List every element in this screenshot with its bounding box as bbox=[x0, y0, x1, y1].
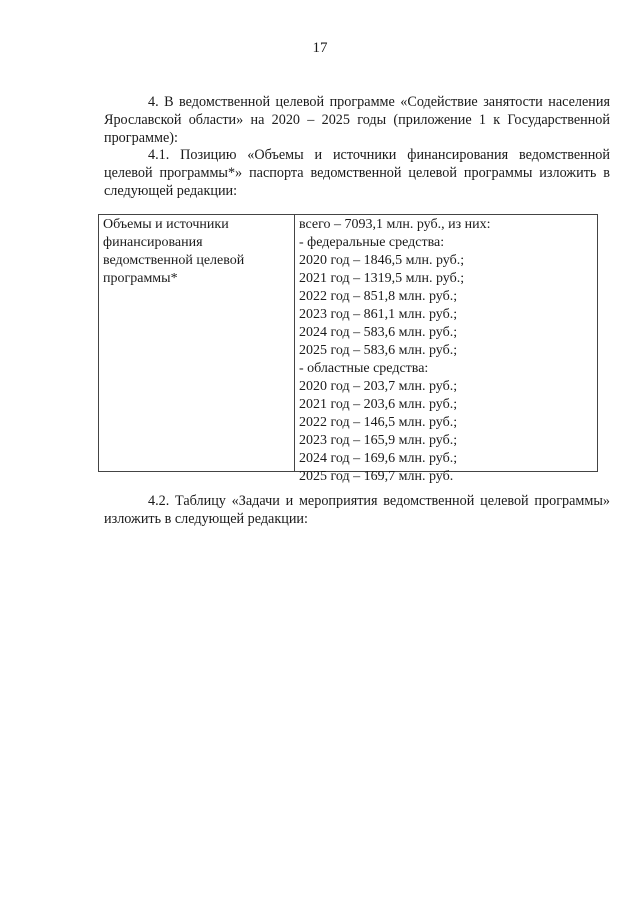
value-line: 2021 год – 1319,5 млн. руб.; bbox=[299, 271, 465, 286]
value-line: 2022 год – 851,8 млн. руб.; bbox=[299, 289, 458, 304]
label-line: финансирования bbox=[103, 235, 203, 250]
paragraph-4-1: 4.1. Позицию «Объемы и источники финансирования ведомственной целевой программы*» паспорта ведомственной целевой программы изложить в следующей редакции: bbox=[104, 147, 610, 199]
value-line: 2023 год – 165,9 млн. руб.; bbox=[299, 433, 458, 448]
value-line: 2025 год – 583,6 млн. руб.; bbox=[299, 343, 458, 358]
funding-values-cell bbox=[295, 215, 597, 484]
label-line: программы* bbox=[103, 271, 178, 286]
value-line: - областные средства: bbox=[299, 361, 429, 376]
page-number: 17 bbox=[312, 40, 328, 56]
value-line: 2023 год – 861,1 млн. руб.; bbox=[299, 307, 458, 322]
label-line: Объемы и источники bbox=[103, 217, 229, 232]
value-line: 2020 год – 1846,5 млн. руб.; bbox=[299, 253, 465, 268]
value-line: 2022 год – 146,5 млн. руб.; bbox=[299, 415, 458, 430]
value-line: 2020 год – 203,7 млн. руб.; bbox=[299, 379, 458, 394]
value-line: 2025 год – 169,7 млн. руб. bbox=[299, 469, 454, 484]
value-line: 2024 год – 169,6 млн. руб.; bbox=[299, 451, 458, 466]
paragraph-4: 4. В ведомственной целевой программе «Содействие занятости населения Ярославской области» на 2020 – 2025 годы (приложение 1 к Государственной программе): bbox=[104, 94, 610, 146]
value-line: всего – 7093,1 млн. руб., из них: bbox=[299, 217, 491, 232]
funding-label-cell bbox=[99, 215, 295, 471]
label-line: ведомственной целевой bbox=[103, 253, 245, 268]
value-line: - федеральные средства: bbox=[299, 235, 445, 250]
value-line: 2021 год – 203,6 млн. руб.; bbox=[299, 397, 458, 412]
value-line: 2024 год – 583,6 млн. руб.; bbox=[299, 325, 458, 340]
paragraph-4-2: 4.2. Таблицу «Задачи и мероприятия ведомственной целевой программы» изложить в следующей редакции: bbox=[104, 493, 610, 527]
funding-table bbox=[98, 214, 598, 484]
